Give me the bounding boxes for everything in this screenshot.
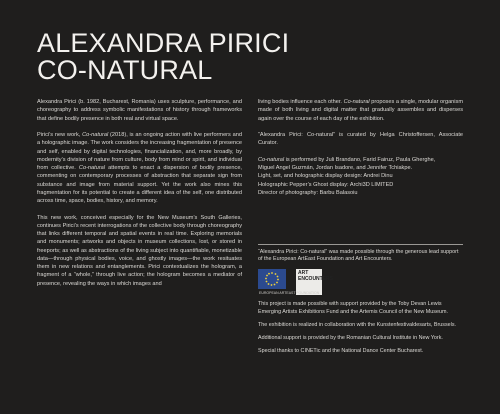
intro-paragraph: Alexandra Pirici (b. 1982, Bucharest, Romania) uses sculpture, performance, and choreography to address symbolic manifestations of history through frameworks that define bodily presence in both real and virtual space. (37, 99, 242, 122)
title-artist: ALEXANDRA PIRICI (37, 28, 290, 58)
collaboration-text: The exhibition is realized in collaboration with the Kunstenfestivaldesarts, Brussels. (258, 321, 457, 328)
left-column (37, 98, 242, 296)
credits-performers-cont: Miguel Angel Guzmán, Jordan Isadore, and Jennifer Tchiakpe. (258, 165, 413, 171)
sponsor-logos (258, 269, 463, 295)
additional-support-text: Additional support is provided by the Romanian Cultural Institute in New York. (258, 335, 443, 342)
right-column (258, 98, 463, 197)
context-paragraph: This new work, conceived especially for the New Museum’s South Galleries, continues Pirici’s recent interrogations of the collective body through choreography that links different temporal and spatial events in real time. Exploring memorials and monuments; artworks and objects in museum collections, lost, or stored in freeports; as well as abstractions of the living subject into quantifiable, monetizable data—through physical bodies, voice, and ghostly images—the work resituates them in new relations and entanglements. Pirici contextualizes the hologram, a fragment of a “whole,” through live action; the hologram becomes a mediator of presence, revealing the ways in which images and (37, 214, 242, 287)
title-work: CO-NATURAL (37, 55, 213, 85)
continuation-paragraph: living bodies influence each other. Co-natural proposes a single, modular organism made of both living and digital matter that gradually assembles and disperses again over the course of each day of the exhibition. (258, 99, 463, 122)
credits-display: Holographic Pepper’s Ghost display: Archi3D LIMITED (258, 181, 394, 188)
divider-line (258, 244, 463, 245)
credits-performers: Co-natural is performed by Juli Brandano, Farid Fairuz, Paula Gherghe, (258, 156, 436, 163)
eu-logo-text: EUROPEAN ARTEAST FOUNDATION (259, 291, 320, 296)
credits-block (258, 156, 463, 197)
support-section (258, 249, 463, 361)
credits-photography: Director of photography: Barbu Balasoiu (258, 189, 358, 196)
fund-support-text: This project is made possible with support provided by the Toby Devan Lewis Emerging Artists Exhibitions Fund and the Artemis Council of the New Museum. (258, 301, 448, 315)
special-thanks-text: Special thanks to CINETic and the National Dance Center Bucharest. (258, 348, 424, 355)
exhibition-title (37, 30, 289, 84)
credits-design: Light, set, and holographic display design: Andrei Dinu (258, 173, 393, 180)
curator-paragraph: “Alexandra Pirici: Co-natural” is curated by Helga Christoffersen, Associate Curator. (258, 132, 463, 147)
art-encounters-logo: ART ENCOUNTERS (296, 269, 322, 295)
description-paragraph: Pirici’s new work, Co-natural (2018), is an ongoing action with live performers and a holographic image. The work considers the increasing fragmentation of presence and self, enabled by digital technologies, financialization, and, more broadly, by modernity’s division of nature from culture, body from mind or spirit, and individual from collective. Co-natural attempts to enact a dispersion of bodily presence, commenting on contemporary processes of abstraction that separate sign from substance and image from material support. Yet the work also mines this fragmentation for its potential to create a different idea of the self, one distributed across time, space, bodies, history, and memory. (37, 132, 242, 204)
eu-stars-icon (258, 269, 286, 289)
lead-support-text: “Alexandra Pirici: Co-natural” was made possible through the generous lead support of the European ArtEast Foundation and Art Encounters. (258, 249, 459, 263)
